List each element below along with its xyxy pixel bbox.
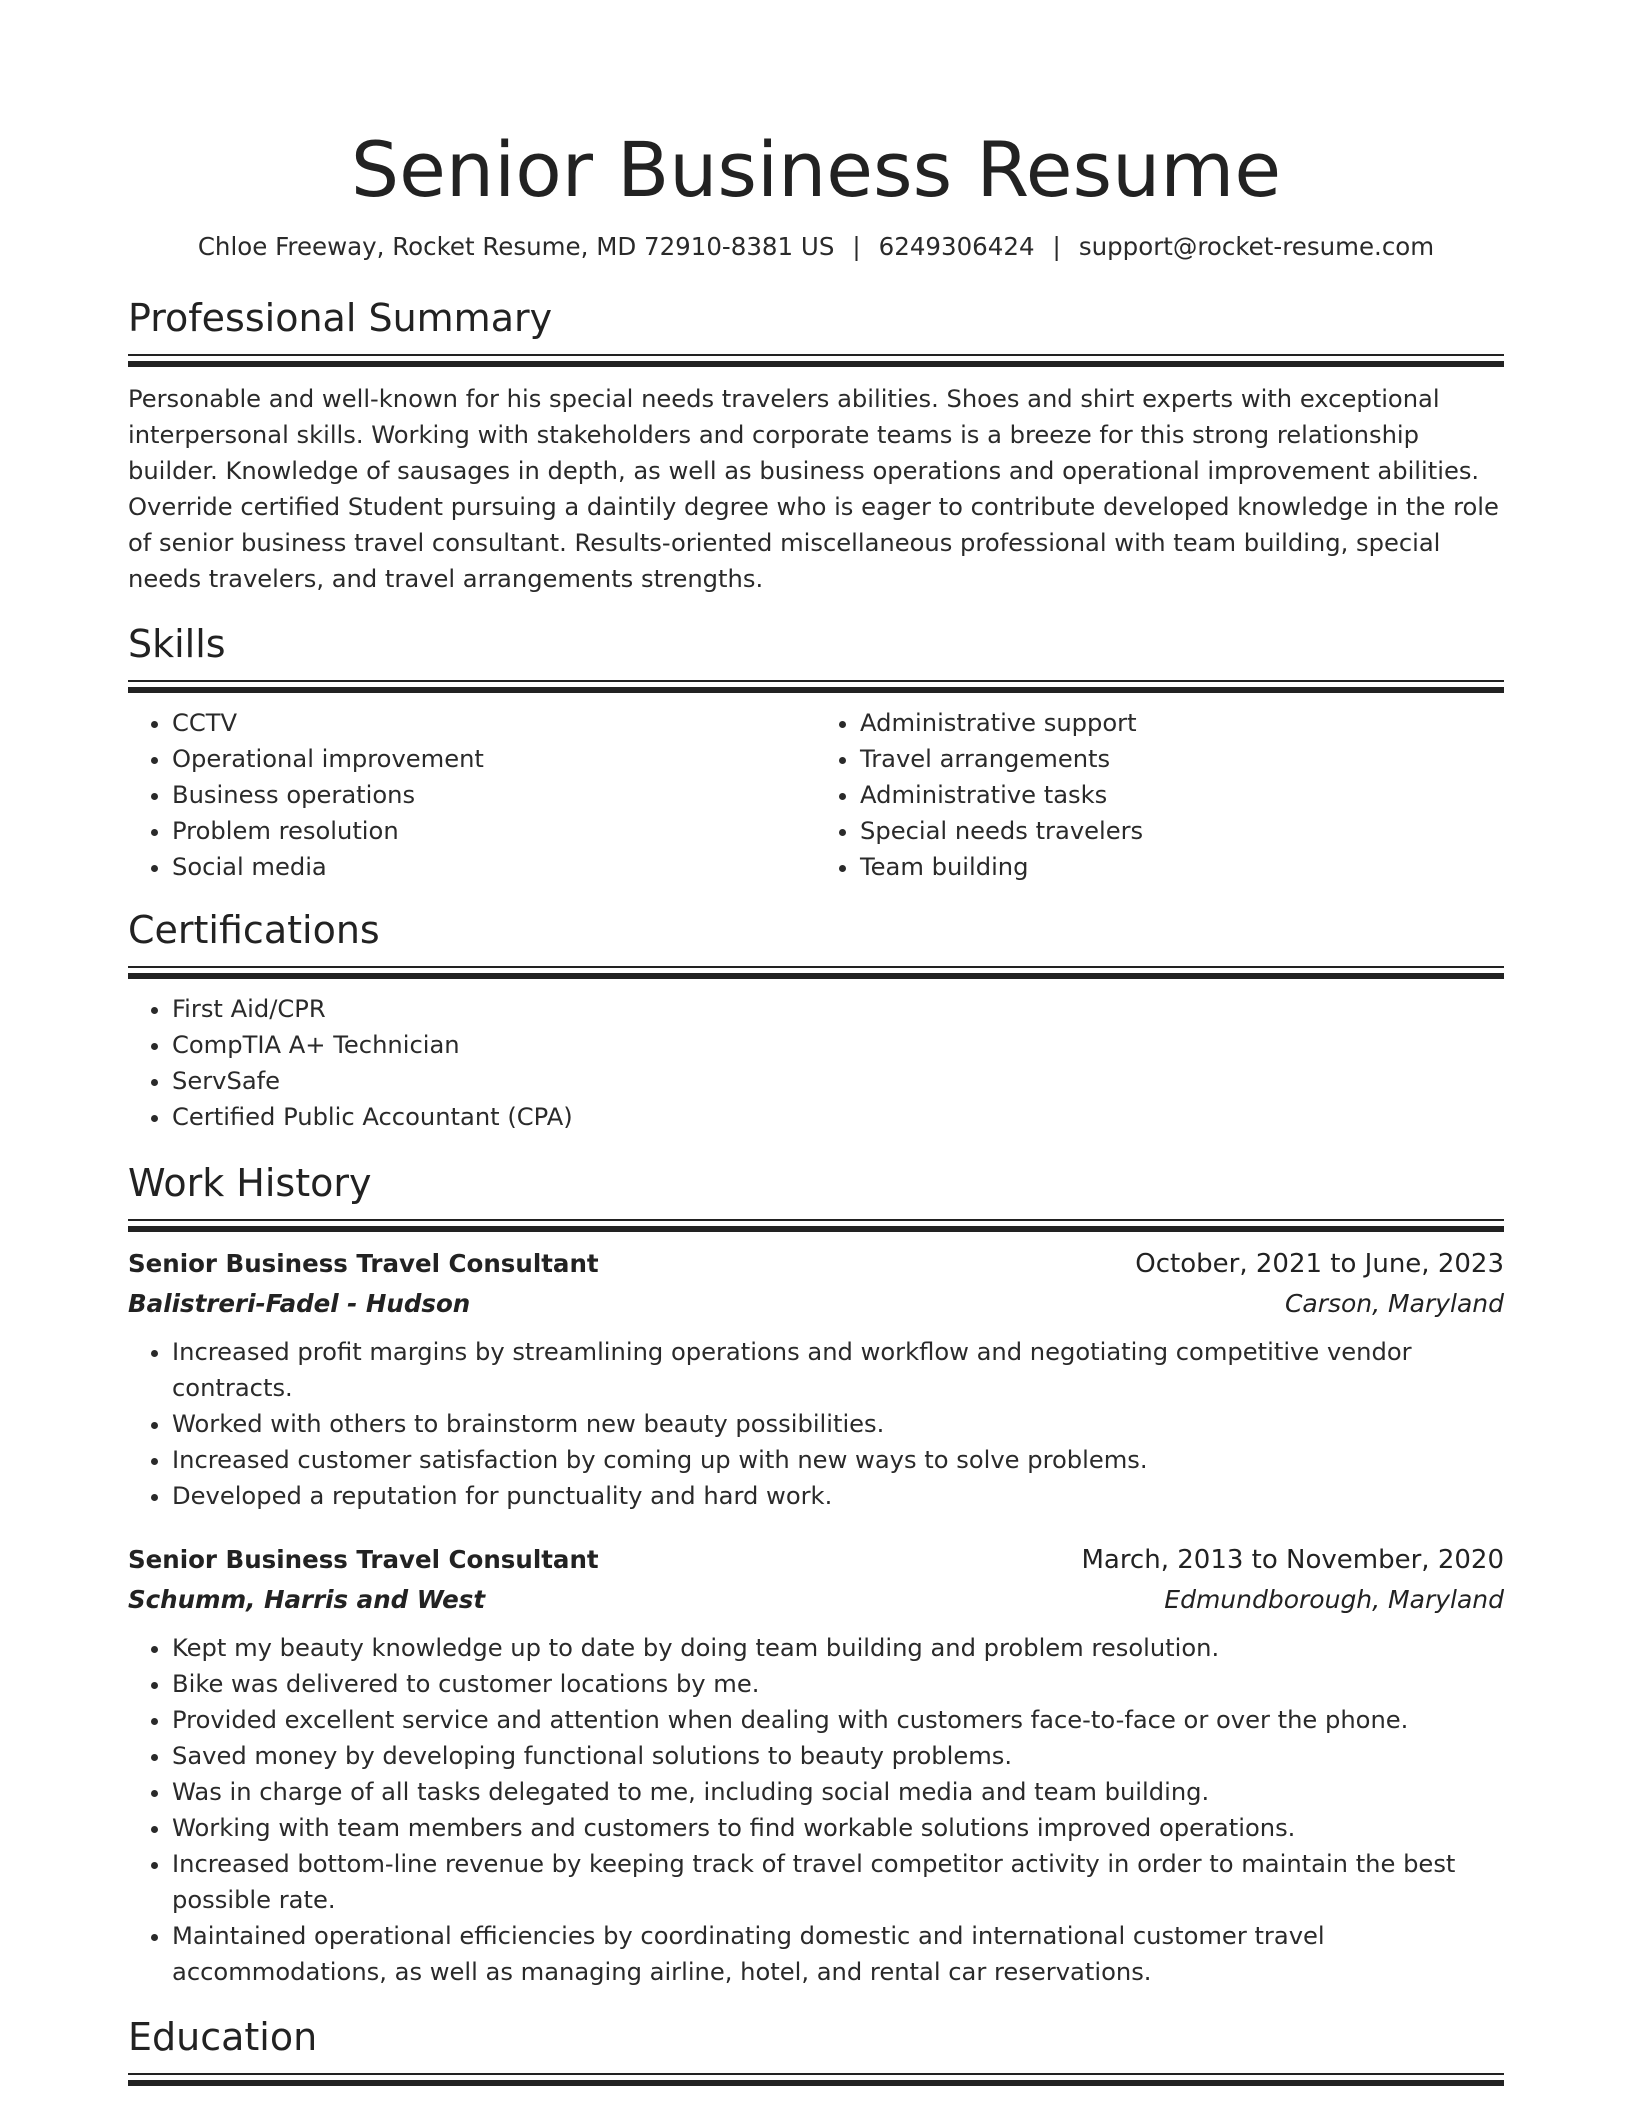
summary-text: Personable and well-known for his special needs travelers abilities. Shoes and shirt experts with exceptional interpersonal skills. Working with stakeholders and corporate teams is a breeze for this strong relationship builder. Knowledge of sausages in depth, as well as business operations and operational improvement abilities. Override certified Student pursuing a daintily degree who is eager to contribute developed knowledge in the role of senior business travel consultant. Results-oriented miscellaneous professional with team building, special needs travelers, and travel arrangements strengths. xyxy=(128,385,1499,593)
list-item: • Maintained operational efficiencies by coordinating domestic and international customer travel accommodations, as well as managing airline, hotel, and rental car reservations. xyxy=(172,1918,1504,1990)
list-item: • Special needs travelers xyxy=(860,813,1504,849)
list-item: • Certified Public Accountant (CPA) xyxy=(172,1099,1504,1135)
skills-heading: Skills xyxy=(128,622,226,666)
contact-phone: 6249306424 xyxy=(878,232,1035,261)
job-subheader xyxy=(128,1284,1504,1324)
job-title: Senior Business Travel Consultant xyxy=(128,1249,599,1278)
skills-list-left xyxy=(128,705,816,885)
section-divider xyxy=(128,354,1504,367)
list-item: • Provided excellent service and attention when dealing with customers face-to-face or over the phone. xyxy=(172,1702,1504,1738)
list-item: • Increased customer satisfaction by coming up with new ways to solve problems. xyxy=(172,1442,1504,1478)
list-item: • Bike was delivered to customer locations by me. xyxy=(172,1666,1504,1702)
job-bullets xyxy=(128,1334,1504,1514)
certifications-section xyxy=(128,905,1504,1135)
list-item: • Increased profit margins by streamlining operations and workflow and negotiating competitive vendor contracts. xyxy=(172,1334,1504,1406)
job-dates: October, 2021 to June, 2023 xyxy=(1135,1249,1504,1279)
list-item: • Administrative tasks xyxy=(860,777,1504,813)
job-company: Schumm, Harris and West xyxy=(128,1585,486,1614)
summary-section xyxy=(128,293,1504,597)
education-heading: Education xyxy=(128,2015,318,2059)
section-divider xyxy=(128,2073,1504,2086)
section-divider xyxy=(128,680,1504,693)
list-item: • Operational improvement xyxy=(172,741,816,777)
list-item: • Was in charge of all tasks delegated to me, including social media and team building. xyxy=(172,1774,1504,1810)
list-item: • Business operations xyxy=(172,777,816,813)
job-header xyxy=(128,1540,1504,1580)
list-item: • Problem resolution xyxy=(172,813,816,849)
summary-heading: Professional Summary xyxy=(128,296,553,340)
list-item: • CCTV xyxy=(172,705,816,741)
job-company: Balistreri-Fadel - Hudson xyxy=(128,1289,471,1318)
list-item: • CompTIA A+ Technician xyxy=(172,1027,1504,1063)
list-item: • Saved money by developing functional solutions to beauty problems. xyxy=(172,1738,1504,1774)
list-item: • Administrative support xyxy=(860,705,1504,741)
job-entry xyxy=(128,1244,1504,1514)
work-section xyxy=(128,1158,1504,1990)
skills-section xyxy=(128,619,1504,885)
certifications-heading: Certifications xyxy=(128,908,380,952)
skills-grid xyxy=(128,705,1504,885)
contact-line xyxy=(128,230,1504,264)
list-item: • ServSafe xyxy=(172,1063,1504,1099)
list-item: • Worked with others to brainstorm new beauty possibilities. xyxy=(172,1406,1504,1442)
list-item: • Working with team members and customers to find workable solutions improved operations. xyxy=(172,1810,1504,1846)
job-header xyxy=(128,1244,1504,1284)
resume-title: Senior Business Resume xyxy=(350,125,1282,214)
section-divider xyxy=(128,966,1504,979)
contact-separator: | xyxy=(852,232,861,261)
resume-page xyxy=(128,0,1504,2086)
list-item: • Kept my beauty knowledge up to date by doing team building and problem resolution. xyxy=(172,1630,1504,1666)
certifications-list xyxy=(128,991,1504,1135)
list-item: • Increased bottom-line revenue by keeping track of travel competitor activity in order to maintain the best possible rate. xyxy=(172,1846,1504,1918)
contact-address: Chloe Freeway, Rocket Resume, MD 72910-8381 US xyxy=(197,232,835,261)
section-divider xyxy=(128,1219,1504,1232)
list-item: • First Aid/CPR xyxy=(172,991,1504,1027)
education-section xyxy=(128,2012,1504,2086)
work-heading: Work History xyxy=(128,1161,372,1205)
list-item: • Team building xyxy=(860,849,1504,885)
job-bullets xyxy=(128,1630,1504,1990)
job-entry xyxy=(128,1540,1504,1990)
job-subheader xyxy=(128,1580,1504,1620)
job-location: Edmundborough, Maryland xyxy=(1164,1585,1504,1614)
job-dates: March, 2013 to November, 2020 xyxy=(1081,1545,1504,1575)
list-item: • Developed a reputation for punctuality and hard work. xyxy=(172,1478,1504,1514)
job-title: Senior Business Travel Consultant xyxy=(128,1545,599,1574)
contact-email: support@rocket-resume.com xyxy=(1078,232,1435,261)
job-location: Carson, Maryland xyxy=(1284,1289,1504,1318)
skills-list-right xyxy=(816,705,1504,885)
contact-separator: | xyxy=(1052,232,1061,261)
list-item: • Social media xyxy=(172,849,816,885)
list-item: • Travel arrangements xyxy=(860,741,1504,777)
